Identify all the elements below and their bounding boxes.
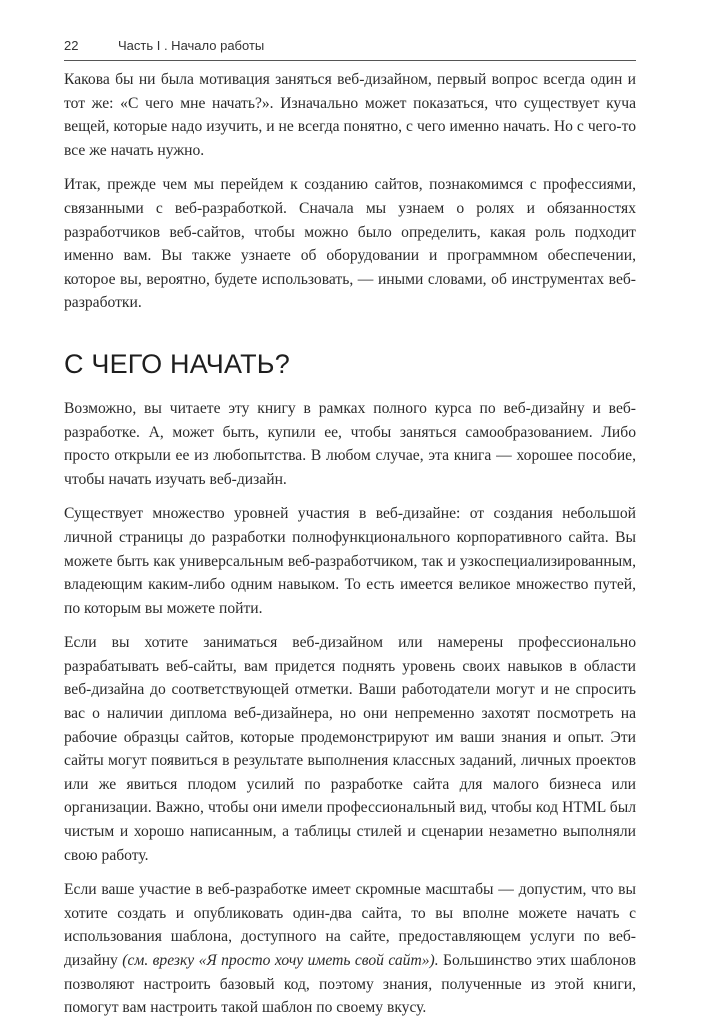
page-header	[64, 36, 636, 61]
intro-paragraph-2: Итак, прежде чем мы перейдем к созданию сайтов, познакомимся с профессиями, связанными с веб-разработкой. Сначала мы узнаем о ролях и обязанностях разработчиков веб-сайтов, чтобы можно было определить, какая роль подходит именно вам. Вы также узнаете об оборудовании и программном обеспечении, которое вы, вероятно, будете использовать, — иными словами, об инструментах веб-разработки.	[64, 176, 636, 312]
section-heading: С ЧЕГО НАЧАТЬ?	[64, 348, 290, 379]
section-paragraph-4	[64, 878, 636, 1020]
section-paragraph-2: Существует множество уровней участия в веб-дизайне: от создания небольшой личной страницы до разработки полнофункционального корпоративного сайта. Вы можете быть как универсальным веб-разработчиком, так и узкоспециализированным, владеющим каким-либо одним навыком. То есть имеется великое множество путей, по которым вы можете пойти.	[64, 505, 636, 617]
section-paragraph-1: Возможно, вы читаете эту книгу в рамках полного курса по веб-дизайну и веб-разработке. А, может быть, купили ее, чтобы заняться самообразованием. Либо просто открыли ее из любопытства. В любом случае, эта книга — хорошее пособие, чтобы начать изучать веб-дизайн.	[64, 399, 636, 488]
paragraph-text: Большинство этих шаблонов позволяют настроить базовый код, поэтому знания, полученные из этой книги, помогут вам настроить такой шаблон по своему вкусу.	[64, 952, 636, 1017]
section-paragraph-3: Если вы хотите заниматься веб-дизайном или намерены профессионально разрабатывать веб-сайты, вам придется поднять уровень своих навыков в области веб-дизайна до соответствующей отметки. Ваши работодатели могут и не спросить вас о наличии диплома веб-дизайнера, но они непременно захотят посмотреть на рабочие образцы сайтов, которые продемонстрируют им ваши знания и опыт. Эти сайты могут появиться в результате выполнения классных заданий, личных проектов или же явиться плодом усилий по разработке сайта для малого бизнеса или организации. Важно, чтобы они имели профессиональный вид, чтобы код HTML был чистым и хорошо написанным, а таблицы стилей и сценарии незаметно выполняли свою работу.	[64, 634, 636, 864]
page-number: 22	[64, 38, 79, 53]
sidebar-reference: (см. врезку «Я просто хочу иметь свой сайт»).	[122, 952, 439, 969]
page-body	[64, 68, 636, 1031]
running-head: Часть I . Начало работы	[118, 38, 265, 53]
intro-paragraph-1: Какова бы ни была мотивация заняться веб-дизайном, первый вопрос всегда один и тот же: «С чего мне начать?». Изначально может показаться, что существует куча вещей, которые надо изучить, и не всегда понятно, с чего именно начать. Но с чего-то все же начать нужно.	[64, 71, 636, 159]
paragraph-text: Если ваше участие в веб-разработке имеет скромные масштабы — допустим, что вы хотите создать и опубликовать один-два сайта, то вы вполне можете начать с использования шаблона, доступного на сайте, предоставляющем услуги по веб-дизайну	[64, 881, 636, 969]
